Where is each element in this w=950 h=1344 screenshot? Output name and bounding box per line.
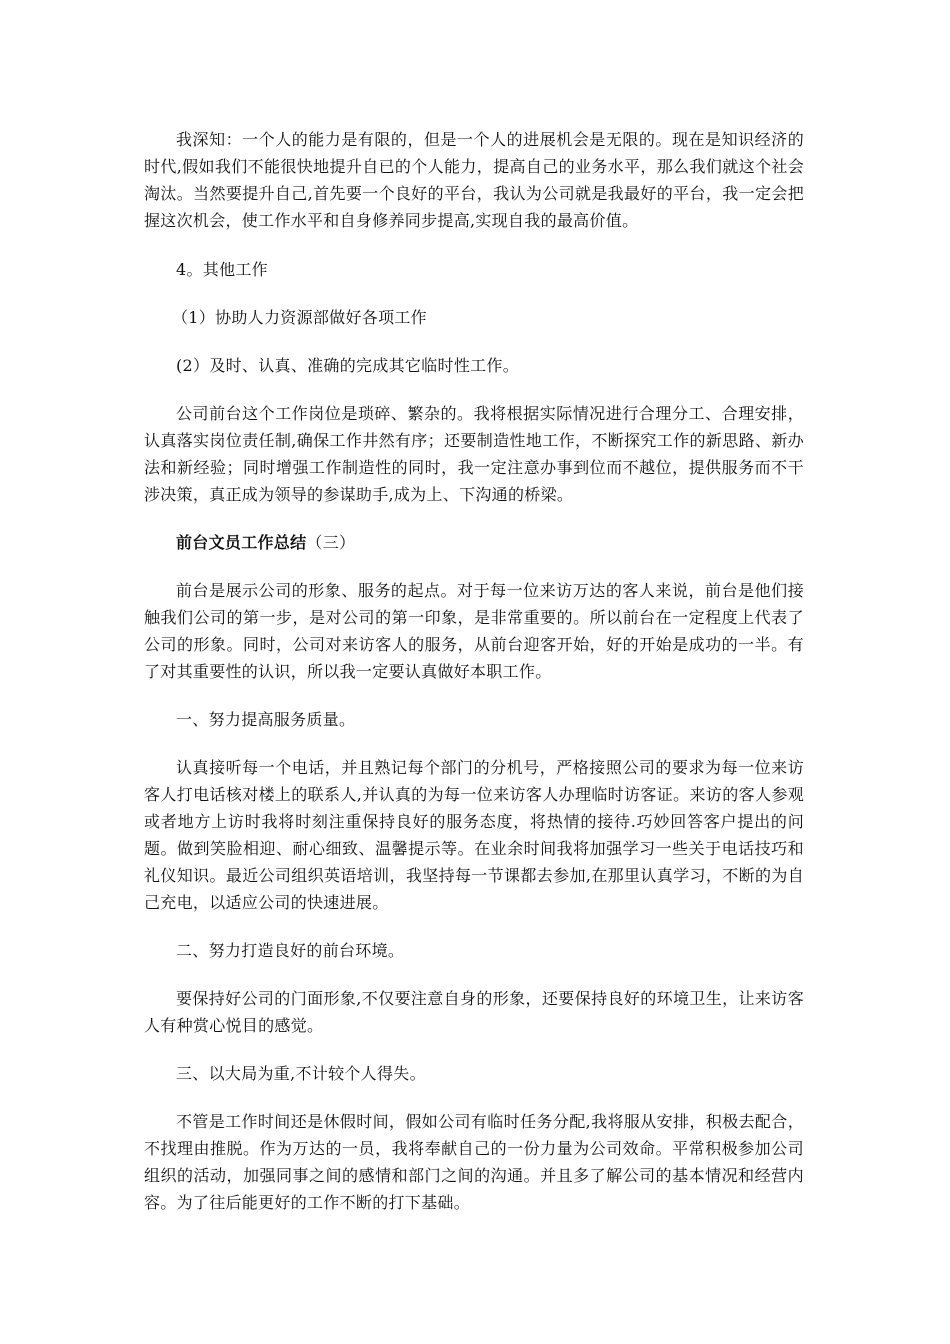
subsection-title-big-picture: 三、以大局为重,不计较个人得失。 — [176, 1064, 426, 1083]
subsection-title-service-quality: 一、努力提高服务质量。 — [176, 710, 356, 729]
paragraph-big-picture: 不管是工作时间还是休假时间，假如公司有临时任务分配,我将服从安排，积极去配合，不找理由推脱。作为万达的一员，我将奉献自己的一份力量为公司效命。平常积极参加公司组织的活动，加强同事之间的感情和部门之间的沟通。并且多了解公司的基本情况和经营内容。为了往后能更好的工作不断的打下基础。 — [144, 1112, 804, 1212]
paragraph-front-desk-duties: 公司前台这个工作岗位是琐碎、繁杂的。我将根据实际情况进行合理分工、合理安排，认真落实岗位责任制,确保工作井然有序；还要制造性地工作，不断探究工作的新思路、新办法和新经验；同时增强工作制造性的同时，我一定注意办事到位而不越位，提供服务而不干涉决策，真正成为领导的参谋助手,成为上、下沟通的桥梁。 — [144, 404, 804, 504]
item-other-work: 4。其他工作 — [176, 260, 268, 279]
section-heading — [144, 529, 804, 556]
paragraph-front-desk-importance: 前台是展示公司的形象、服务的起点。对于每一位来访万达的客人来说，前台是他们接触我们公司的第一步，是对公司的第一印象，是非常重要的。所以前台在一定程度上代表了公司的形象。同时，公司对来访客人的服务，从前台迎客开始，好的开始是成功的一半。有了对其重要性的认识，所以我一定要认真做好本职工作。 — [144, 581, 804, 681]
subsection-title-environment: 二、努力打造良好的前台环境。 — [176, 941, 405, 960]
paragraph-environment: 要保持好公司的门面形象,不仅要注意自身的形象，还要保持良好的环境卫生，让来访客人有种赏心悦目的感觉。 — [144, 989, 804, 1035]
document-body — [144, 126, 804, 1216]
item-assist-hr: （1）协助人力资源部做好各项工作 — [172, 308, 427, 327]
item-temporary-tasks: (2）及时、认真、准确的完成其它临时性工作。 — [176, 356, 520, 375]
section-heading-title: 前台文员工作总结 — [176, 533, 307, 552]
paragraph-service-quality: 认真接听每一个电话，并且熟记每个部门的分机号，严格接照公司的要求为每一位来访客人打电话核对楼上的联系人,并认真的为每一位来访客人办理临时访客证。来访的客人参观或者地方上访时我将时刻注重保持良好的服务态度，将热情的接待.巧妙回答客户提出的问题。做到笑脸相迎、耐心细致、温馨提示等。在业余时间我将加强学习一些关于电话技巧和礼仪知识。最近公司组织英语培训，我坚持每一节课都去参加,在那里认真学习，不断的为自己充电，以适应公司的快速进展。 — [144, 758, 804, 912]
paragraph-self-development: 我深知：一个人的能力是有限的，但是一个人的进展机会是无限的。现在是知识经济的时代,假如我们不能很快地提升自已的个人能力，提高自己的业务水平，那么我们就这个社会淘汰。当然要提升自己,首先要一个良好的平台，我认为公司就是我最好的平台，我一定会把握这次机会，使工作水平和自身修养同步提高,实现自我的最高价值。 — [144, 130, 804, 230]
section-heading-number: （三） — [306, 533, 356, 552]
